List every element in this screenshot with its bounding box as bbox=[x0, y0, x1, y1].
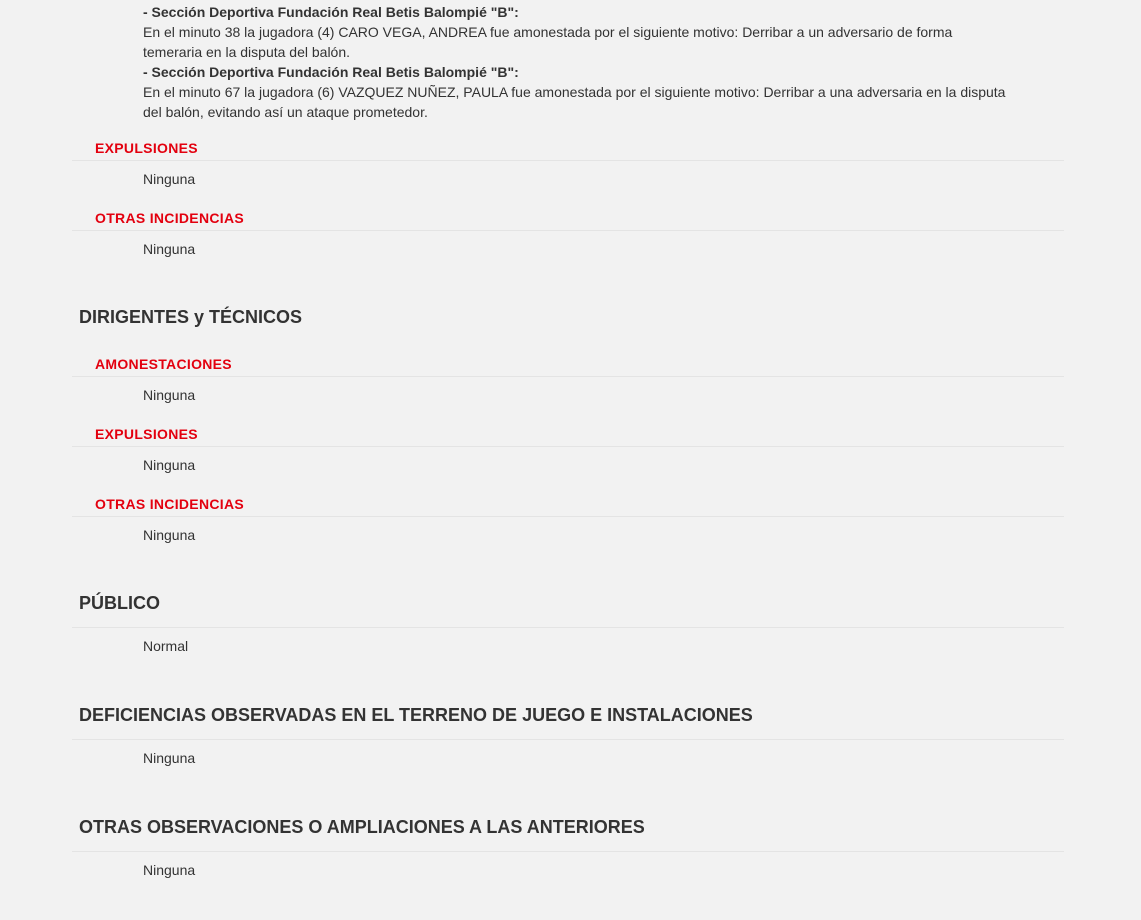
deficiencias-title: DEFICIENCIAS OBSERVADAS EN EL TERRENO DE JUEGO E INSTALACIONES bbox=[72, 703, 1064, 740]
dirigentes-title: DIRIGENTES y TÉCNICOS bbox=[79, 307, 303, 327]
otras-observaciones-value: Ninguna bbox=[143, 862, 196, 878]
dirigentes-otras-heading: OTRAS INCIDENCIAS bbox=[72, 492, 1064, 517]
caution-team: - Sección Deportiva Fundación Real Betis Balompié "B": bbox=[143, 64, 519, 80]
otras-observaciones-title: OTRAS OBSERVACIONES O AMPLIACIONES A LAS ANTERIORES bbox=[72, 815, 1064, 852]
otras-incidencias-heading: OTRAS INCIDENCIAS bbox=[72, 206, 1064, 231]
caution-text-line: En el minuto 38 la jugadora (4) CARO VEGA, ANDREA fue amonestada por el siguiente motivo: Derribar a un adversario de forma bbox=[143, 24, 953, 40]
caution-text-line: En el minuto 67 la jugadora (6) VAZQUEZ NUÑEZ, PAULA fue amonestada por el siguiente motivo: Derribar a una adversaria en la disputa bbox=[143, 84, 1006, 100]
caution-text-line: temeraria en la disputa del balón. bbox=[143, 44, 351, 60]
otras-incidencias-value: Ninguna bbox=[143, 241, 196, 257]
dirigentes-expulsiones-heading: EXPULSIONES bbox=[72, 422, 1064, 447]
caution-entry bbox=[143, 62, 1013, 122]
dirigentes-otras-value: Ninguna bbox=[143, 527, 196, 543]
expulsiones-value: Ninguna bbox=[143, 171, 196, 187]
dirigentes-expulsiones-value: Ninguna bbox=[143, 457, 196, 473]
expulsiones-heading: EXPULSIONES bbox=[72, 136, 1064, 161]
caution-text-line: del balón, evitando así un ataque prometedor. bbox=[143, 104, 428, 120]
caution-entry bbox=[143, 2, 1013, 62]
dirigentes-amonestaciones-value: Ninguna bbox=[143, 387, 196, 403]
deficiencias-value: Ninguna bbox=[143, 750, 196, 766]
publico-value: Normal bbox=[143, 638, 189, 654]
caution-team: - Sección Deportiva Fundación Real Betis Balompié "B": bbox=[143, 4, 519, 20]
publico-title: PÚBLICO bbox=[72, 591, 1064, 628]
dirigentes-amonestaciones-heading: AMONESTACIONES bbox=[72, 352, 1064, 377]
report-content bbox=[72, 0, 1064, 897]
